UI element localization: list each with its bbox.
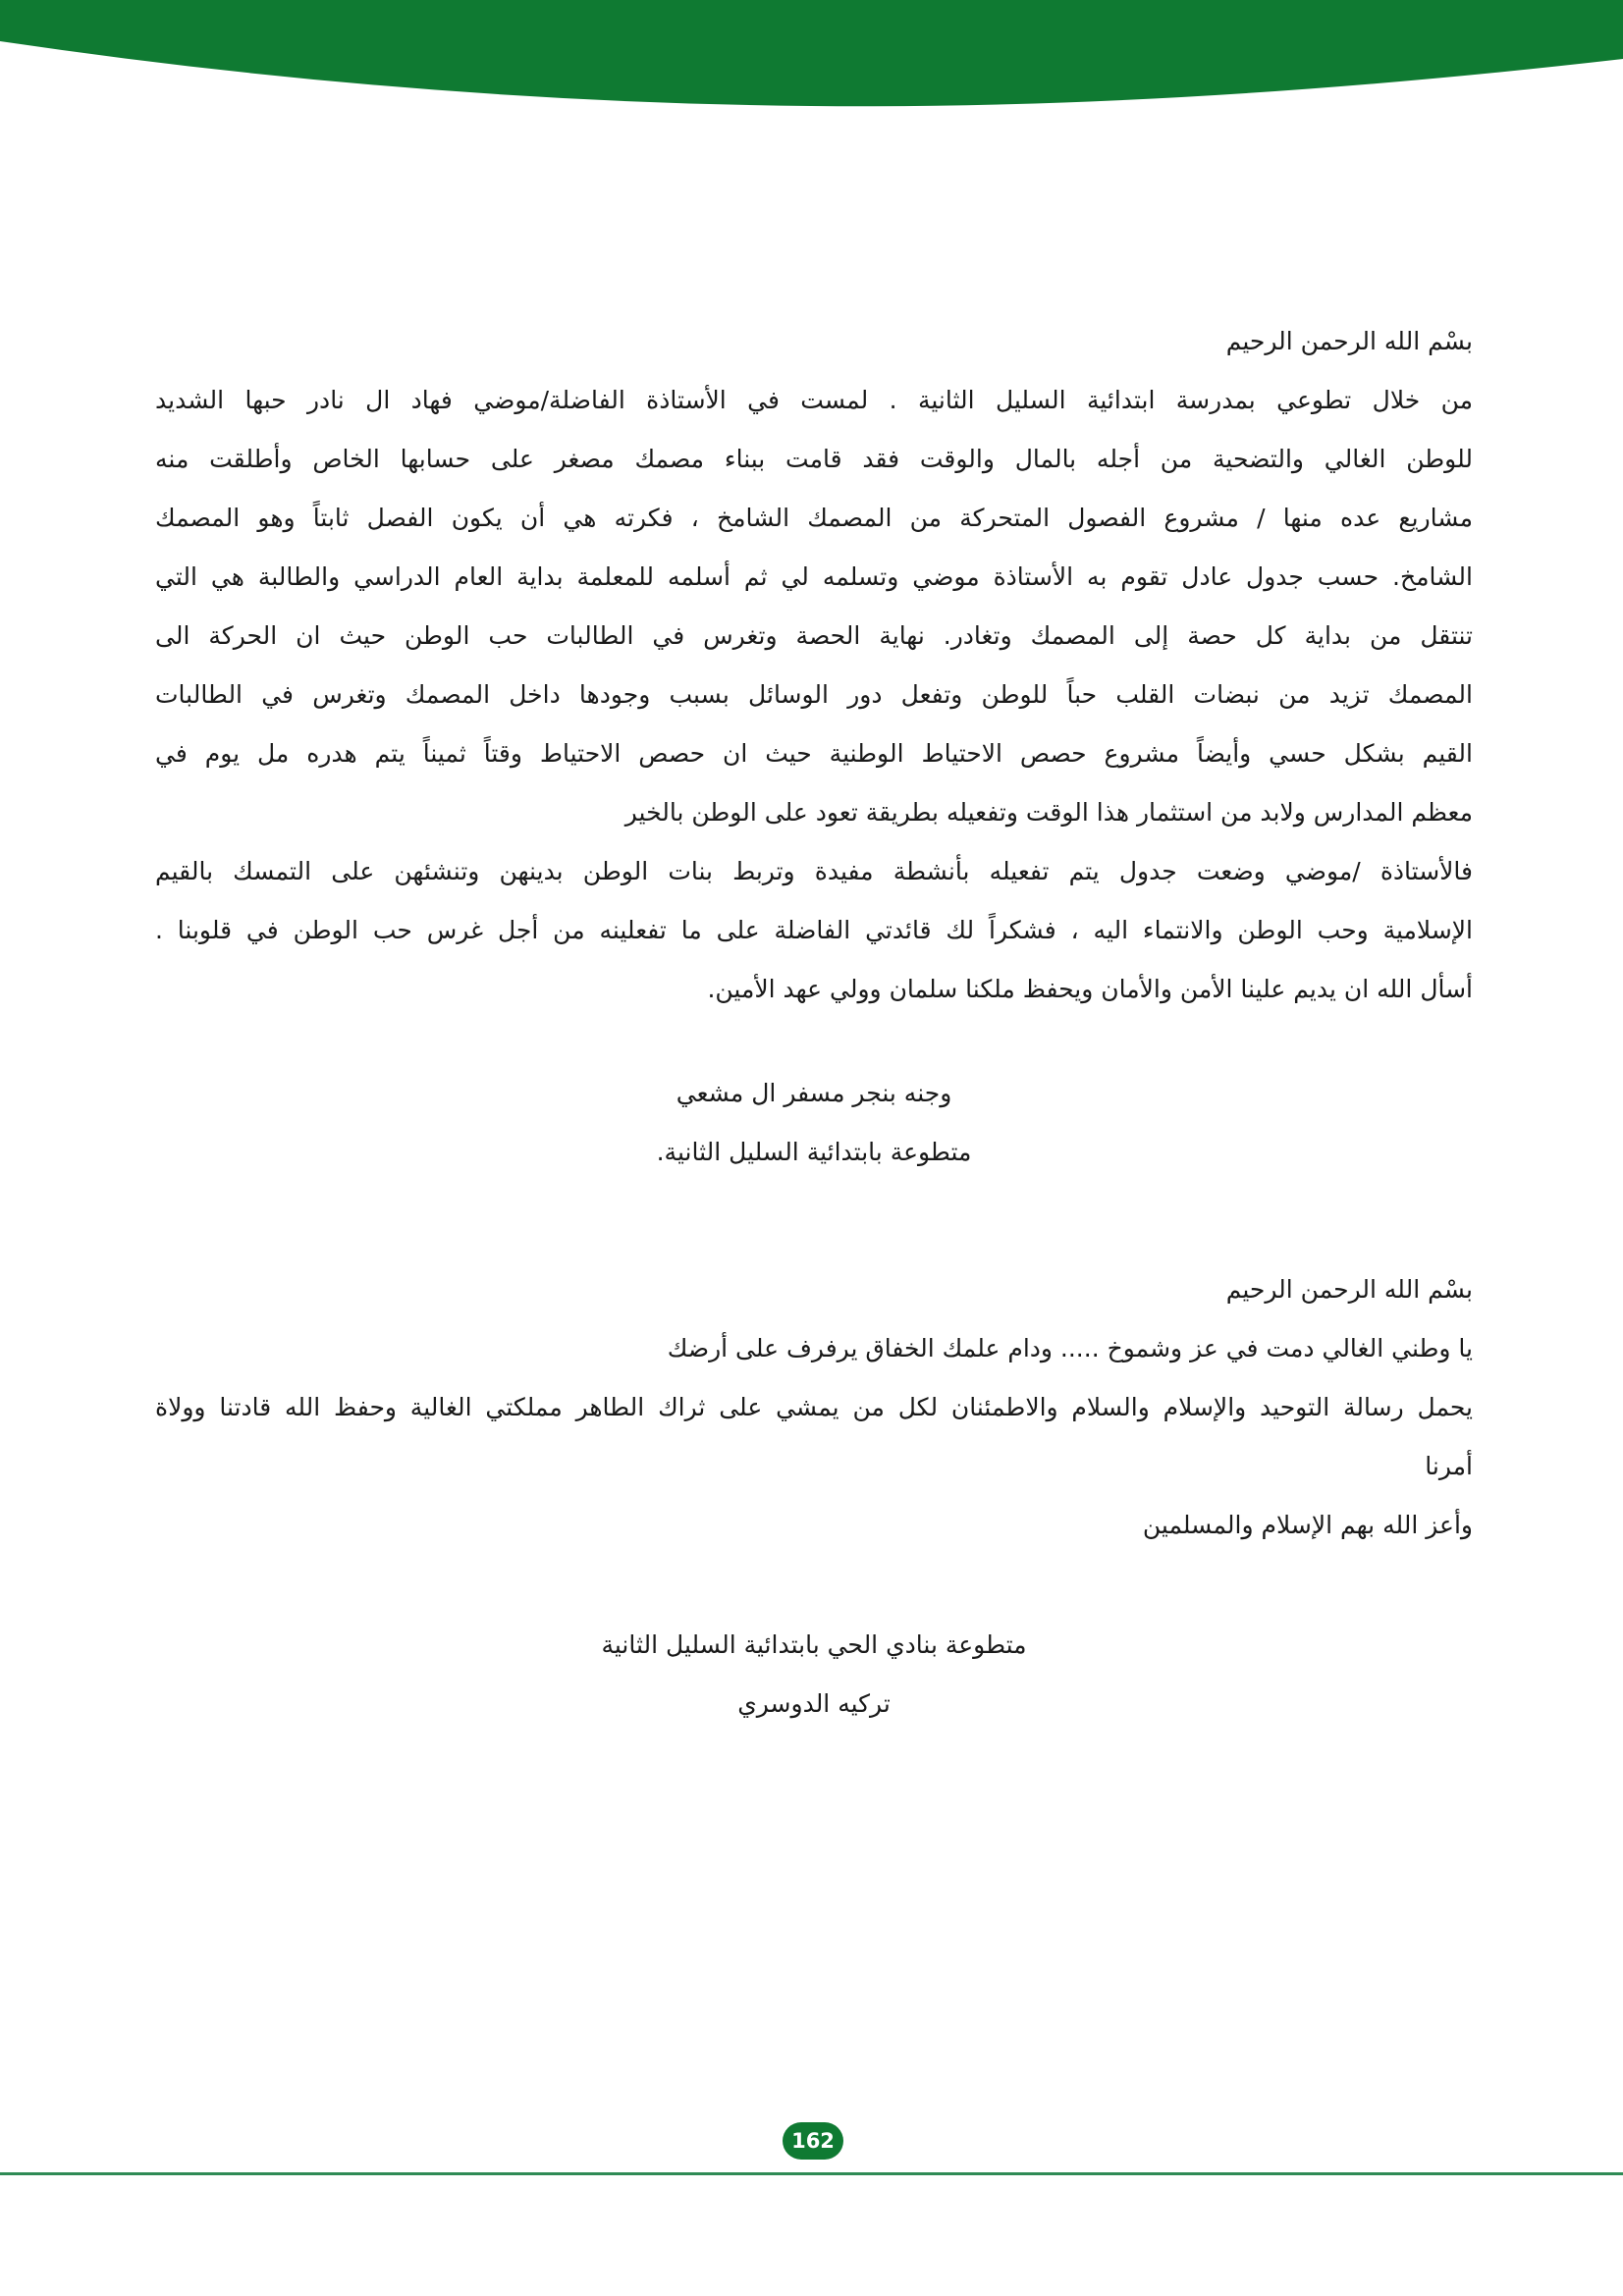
letter1-line-7: القيم بشكل حسي وأيضاً مشروع حصص الاحتياط الوطنية حيث ان حصص الاحتياط وقتاً ثميناً يتم هدره مل يوم في — [155, 739, 1473, 768]
letter1-line-6: المصمك تزيد من نبضات القلب حباً للوطن وتفعل دور الوسائل بسبب وجودها داخل المصمك وتغرس في الطالبات — [155, 680, 1473, 709]
letter1-basmala: بسْم الله الرحمن الرحيم — [1225, 327, 1473, 355]
letter1-line-4: الشامخ. حسب جدول عادل تقوم به الأستاذة موضي وتسلمه لي ثم أسلمه للمعلمة بداية العام الدراسي والطالبة هي التي — [155, 562, 1473, 591]
letter2-poem-line: يا وطني الغالي دمت في عز وشموخ ..... ودام علمك الخفاق يرفرف على أرضك — [667, 1334, 1473, 1362]
letter2-line-2: يحمل رسالة التوحيد والإسلام والسلام والاطمئنان لكل من يمشي على ثراك الطاهر مملكتي الغالية وحفظ الله قادتنا وولاة — [155, 1393, 1473, 1421]
letter1-line-10: الإسلامية وحب الوطن والانتماء اليه ، فشكراً لك قائدتي الفاضلة على ما تفعلينه من أجل غرس حب الوطن في قلوبنا . — [155, 916, 1473, 944]
letter2-signature-role: متطوعة بنادي الحي بابتدائية السليل الثانية — [601, 1630, 1027, 1659]
letter2-line-4: وأعز الله بهم الإسلام والمسلمين — [1142, 1511, 1473, 1539]
letter1-line-5: تنتقل من بداية كل حصة إلى المصمك وتغادر. نهاية الحصة وتغرس في الطالبات حب الوطن حيث ان الحركة الى — [155, 621, 1473, 650]
bottom-divider — [0, 2172, 1623, 2175]
letter1-line-3: مشاريع عده منها / مشروع الفصول المتحركة من المصمك الشامخ ، فكرته هي أن يكون الفصل ثابتاً وهو المصمك — [155, 504, 1473, 532]
letter1-line-1: من خلال تطوعي بمدرسة ابتدائية السليل الثانية . لمست في الأستاذة الفاضلة/موضي فهاد ال نادر حبها الشديد — [155, 386, 1473, 414]
letter2-signature-name: تركيه الدوسري — [737, 1689, 891, 1718]
top-green-band — [0, 0, 1623, 108]
letter1-line-2: للوطن الغالي والتضحية من أجله بالمال والوقت فقد قامت ببناء مصمك مصغر على حسابها الخاص وأطلقت منه — [155, 445, 1473, 473]
page-content — [155, 312, 1473, 1734]
letter1-signature-name: وجنه بنجر مسفر ال مشعي — [676, 1079, 952, 1107]
letter2-line-3: أمرنا — [1425, 1452, 1473, 1480]
letter2-basmala: بسْم الله الرحمن الرحيم — [1225, 1275, 1473, 1304]
letter1-line-9: فالأستاذة /موضي وضعت جدول يتم تفعيله بأنشطة مفيدة وتربط بنات الوطن بدينهن وتنشئهن على التمسك بالقيم — [155, 857, 1473, 885]
letter1-line-11: أسأل الله ان يديم علينا الأمن والأمان ويحفظ ملكنا سلمان وولي عهد الأمين. — [707, 975, 1473, 1003]
letter1-line-8: معظم المدارس ولابد من استثمار هذا الوقت وتفعيله بطريقة تعود على الوطن بالخير — [624, 798, 1473, 827]
letter1-signature-role: متطوعة بابتدائية السليل الثانية. — [656, 1138, 972, 1166]
page-number-badge: 162 — [783, 2122, 843, 2160]
